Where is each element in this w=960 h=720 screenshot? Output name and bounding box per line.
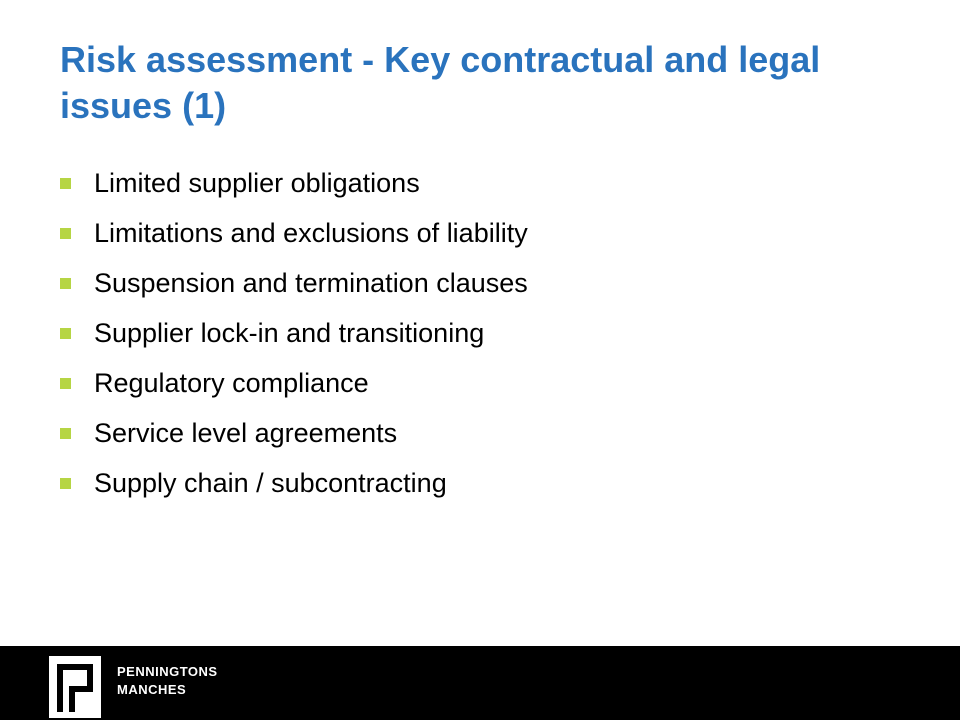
bullet-text: Service level agreements — [94, 418, 398, 448]
square-bullet-icon — [60, 228, 71, 239]
footer-bar — [0, 646, 960, 720]
bullet-text: Limited supplier obligations — [94, 168, 420, 198]
square-bullet-icon — [60, 378, 71, 389]
bullet-item — [60, 160, 528, 210]
bullet-item — [60, 360, 528, 410]
bullet-item — [60, 460, 528, 510]
square-bullet-icon — [60, 328, 71, 339]
bullet-text: Regulatory compliance — [94, 368, 369, 398]
bullet-item — [60, 210, 528, 260]
square-bullet-icon — [60, 178, 71, 189]
square-bullet-icon — [60, 428, 71, 439]
square-bullet-icon — [60, 278, 71, 289]
bullet-item — [60, 260, 528, 310]
square-bullet-icon — [60, 478, 71, 489]
logo-line-1: PENNINGTONS — [117, 664, 218, 679]
bullet-item — [60, 410, 528, 460]
bullet-list — [60, 160, 528, 510]
bullet-item — [60, 310, 528, 360]
bullet-text: Supplier lock-in and transitioning — [94, 318, 485, 348]
penningtons-logo-icon — [49, 656, 101, 718]
logo-line-2: MANCHES — [117, 682, 187, 697]
logo-wordmark — [117, 663, 218, 699]
slide-title: Risk assessment - Key contractual and legal issues (1) — [60, 39, 821, 126]
bullet-text: Supply chain / subcontracting — [94, 468, 447, 498]
bullet-text: Limitations and exclusions of liability — [94, 218, 528, 248]
bullet-text: Suspension and termination clauses — [94, 268, 528, 298]
